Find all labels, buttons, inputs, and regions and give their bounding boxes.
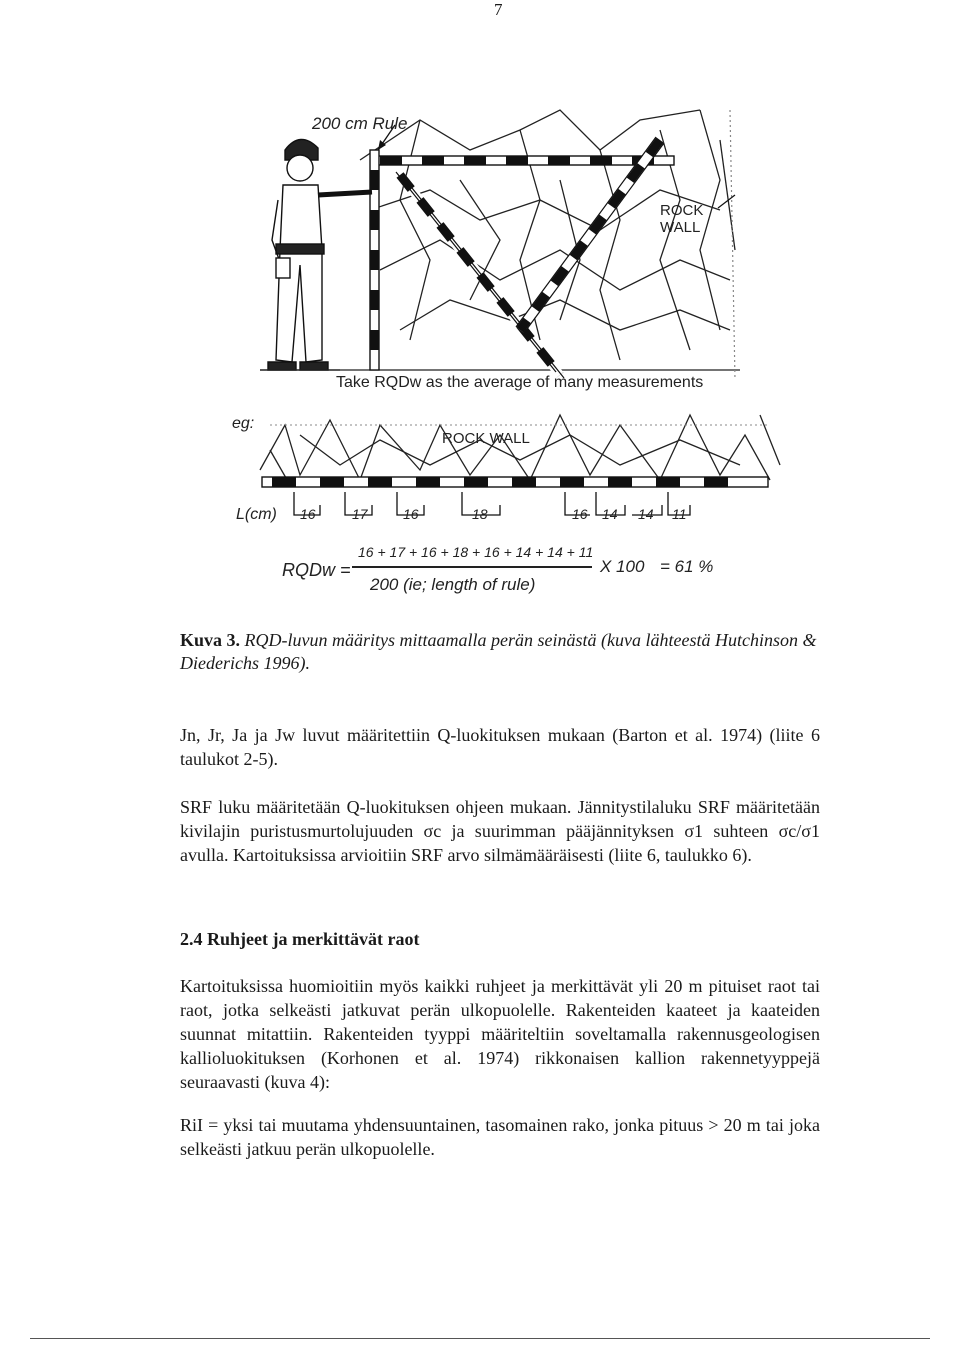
lcm-label: L(cm) bbox=[236, 506, 277, 523]
formula-lhs: RQDw = bbox=[282, 560, 351, 580]
rock-wall-label-bottom: ROCK WALL bbox=[442, 430, 530, 447]
paragraph-ril: RiI = yksi tai muutama yhdensuuntainen, tasomainen rako, jonka pituus > 20 m tai joka selkeästi jatkuu perän ulkopuolelle. bbox=[180, 1115, 820, 1159]
formula-result: = 61 % bbox=[660, 557, 714, 576]
segment-length: 17 bbox=[352, 506, 368, 522]
figure-caption bbox=[180, 629, 820, 675]
page-number: 7 bbox=[494, 0, 503, 19]
segment-length: 16 bbox=[403, 506, 419, 522]
rock-wall-label-top: ROCK WALL bbox=[660, 202, 704, 236]
caption-label: Kuva 3. bbox=[180, 630, 241, 650]
segment-length: 14 bbox=[602, 506, 618, 522]
paragraph-jn-jr-ja-jw: Jn, Jr, Ja ja Jw luvut määritettiin Q-luokituksen mukaan (Barton et al. 1974) (liite 6 taulukot 2-5). bbox=[180, 725, 820, 769]
footer-rule bbox=[30, 1338, 930, 1339]
formula-multiplier: X 100 bbox=[600, 557, 645, 576]
paragraph-ruhjeet: Kartoituksissa huomioitiin myös kaikki ruhjeet ja merkittävät yli 20 m pituiset raot tai raot, jotka selkeästi jatkuvat perän ulkopuolelle. Rakenteiden kaateet ja kaateiden suunnat mitattiin. Rakenteiden tyyppi määriteltiin soveltamalla rakennusgeologisen kallioluokituksen (Korhonen et al. 1974) rikkonaisen kallion rakennetyyppejä seuraavasti (kuva 4): bbox=[180, 976, 820, 1092]
rock-wall-illustration bbox=[0, 0, 960, 400]
rule-label: 200 cm Rule bbox=[312, 114, 408, 133]
caption-text: RQD-luvun määritys mittaamalla perän seinästä (kuva lähteestä Hutchinson & Diederichs 1996). bbox=[180, 630, 817, 673]
segment-length: 14 bbox=[638, 506, 654, 522]
paragraph-srf: SRF luku määritetään Q-luokituksen ohjeen mukaan. Jännitystilaluku SRF määritetään kivilajin puristusmurtolujuuden σc ja suurimman pääjännityksen σ1 suhteen σc/σ1 avulla. Kartoituksissa arvioitiin SRF arvo silmämääräisesti (liite 6, taulukko 6). bbox=[180, 797, 820, 865]
segment-length: 16 bbox=[300, 506, 316, 522]
formula-denominator: 200 (ie; length of rule) bbox=[370, 575, 536, 594]
segment-length: 18 bbox=[472, 506, 488, 522]
segment-length: 11 bbox=[672, 506, 687, 522]
instruction-text: Take RQDw as the average of many measurements bbox=[336, 374, 704, 391]
fraction-bar bbox=[352, 566, 592, 568]
section-heading: 2.4 Ruhjeet ja merkittävät raot bbox=[180, 929, 420, 949]
formula-numerator: 16 + 17 + 16 + 18 + 16 + 14 + 14 + 11 bbox=[358, 544, 594, 560]
eg-label: eg: bbox=[232, 415, 255, 432]
segment-length: 16 bbox=[572, 506, 588, 522]
